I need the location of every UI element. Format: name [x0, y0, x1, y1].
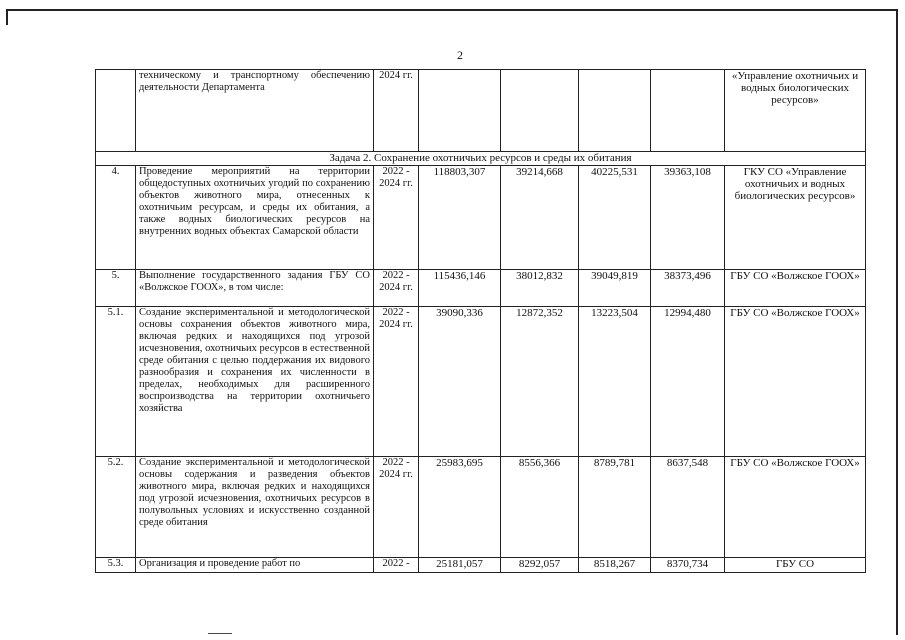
table-row — [96, 307, 866, 457]
row-num-cell: 5.1. — [96, 307, 136, 457]
row-desc-cell: техническому и транспортному обеспечению деятельности Департамента — [136, 70, 374, 152]
row-2022-cell: 8292,057 — [501, 558, 579, 573]
scan-border-right — [896, 9, 898, 635]
row-desc-cell: Выполнение государственного задания ГБУ СО «Волжское ГООХ», в том числе: — [136, 270, 374, 307]
row-2022-cell: 38012,832 — [501, 270, 579, 307]
row-2024-cell: 8637,548 — [651, 457, 725, 558]
row-total-cell: 25983,695 — [419, 457, 501, 558]
row-2022-cell: 12872,352 — [501, 307, 579, 457]
row-num-cell — [96, 70, 136, 152]
row-num-cell: 4. — [96, 166, 136, 270]
row-2024-cell — [651, 70, 725, 152]
row-total-cell: 39090,336 — [419, 307, 501, 457]
table-row — [96, 558, 866, 573]
task-header: Задача 2. Сохранение охотничьих ресурсов и среды их обитания — [96, 152, 866, 166]
table-row — [96, 457, 866, 558]
row-2022-cell: 8556,366 — [501, 457, 579, 558]
program-table — [95, 69, 866, 573]
row-2024-cell: 39363,108 — [651, 166, 725, 270]
row-period-cell: 2022 - — [374, 558, 419, 573]
row-desc-cell: Создание экспериментальной и методологической основы содержания и разведения объектов животного мира, включая редких и находящихся под угрозой исчезновения, охотничьих ресурсов в полувольных условиях и искусственно созданной среде обитания — [136, 457, 374, 558]
row-period-cell: 2022 - 2024 гг. — [374, 270, 419, 307]
row-2023-cell: 40225,531 — [579, 166, 651, 270]
row-period-cell: 2022 - 2024 гг. — [374, 166, 419, 270]
row-total-cell — [419, 70, 501, 152]
row-desc-cell: Организация и проведение работ по — [136, 558, 374, 573]
row-2023-cell: 39049,819 — [579, 270, 651, 307]
row-executor-cell: ГБУ СО «Волжское ГООХ» — [725, 457, 866, 558]
row-2024-cell: 12994,480 — [651, 307, 725, 457]
task-header-row — [96, 152, 866, 166]
row-total-cell: 25181,057 — [419, 558, 501, 573]
row-2023-cell — [579, 70, 651, 152]
row-desc-cell: Проведение мероприятий на территории общедоступных охотничьих угодий по сохранению объектов животного мира, отнесенных к охотничьим ресурсам, и среды их обитания, а также водных биологических ресурсов на внутренних водных объектах Самарской области — [136, 166, 374, 270]
page-number: 2 — [457, 48, 463, 62]
row-2024-cell: 8370,734 — [651, 558, 725, 573]
row-2023-cell: 8789,781 — [579, 457, 651, 558]
row-desc-cell: Создание экспериментальной и методологической основы сохранения объектов животного мира, включая редких и находящихся под угрозой исчезновения, охотничьих ресурсов в естественной среде обитания с целью поддержания их видового разнообразия и сохранения их численности в пределах, необходимых для расширенного воспроизводства на территории охотничьего хозяйства — [136, 307, 374, 457]
row-executor-cell: ГБУ СО «Волжское ГООХ» — [725, 270, 866, 307]
row-period-cell: 2024 гг. — [374, 70, 419, 152]
table-row — [96, 270, 866, 307]
row-total-cell: 115436,146 — [419, 270, 501, 307]
table-row — [96, 166, 866, 270]
row-2023-cell: 8518,267 — [579, 558, 651, 573]
row-2022-cell — [501, 70, 579, 152]
scan-border-top — [6, 9, 898, 11]
scan-border-left — [6, 9, 8, 25]
row-executor-cell: ГБУ СО — [725, 558, 866, 573]
row-num-cell: 5.2. — [96, 457, 136, 558]
row-executor-cell: ГКУ СО «Управление охотничьих и водных биологических ресурсов» — [725, 166, 866, 270]
footer-line — [208, 633, 232, 634]
row-num-cell: 5. — [96, 270, 136, 307]
row-executor-cell: ГБУ СО «Волжское ГООХ» — [725, 307, 866, 457]
row-period-cell: 2022 - 2024 гг. — [374, 307, 419, 457]
row-total-cell: 118803,307 — [419, 166, 501, 270]
row-2024-cell: 38373,496 — [651, 270, 725, 307]
row-2022-cell: 39214,668 — [501, 166, 579, 270]
row-num-cell: 5.3. — [96, 558, 136, 573]
row-period-cell: 2022 - 2024 гг. — [374, 457, 419, 558]
row-executor-cell: «Управление охотничьих и водных биологических ресурсов» — [725, 70, 866, 152]
row-2023-cell: 13223,504 — [579, 307, 651, 457]
table-row — [96, 70, 866, 152]
